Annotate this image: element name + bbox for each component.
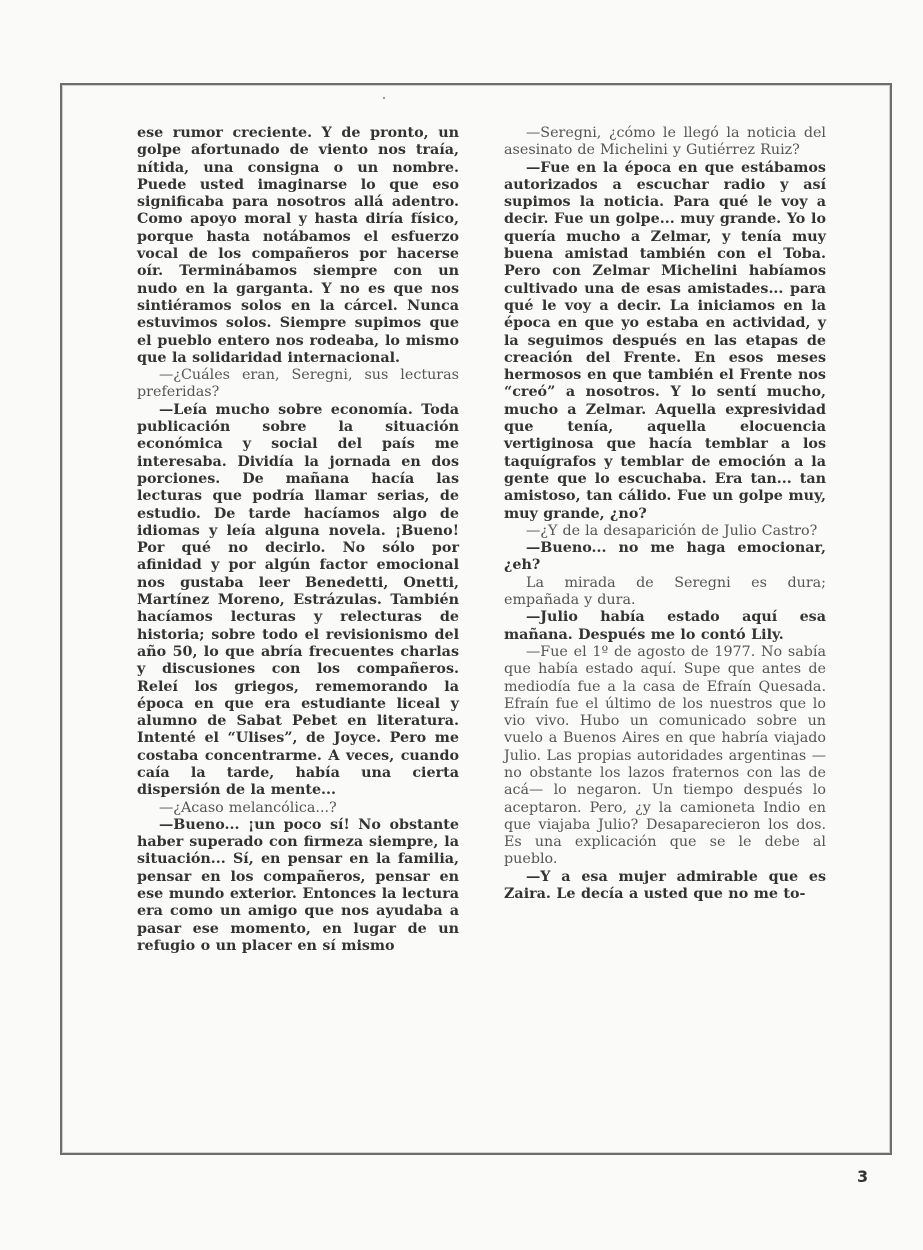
answer-paragraph: —Leía mucho sobre economía. Toda publicación sobre la situación económica y social del país me interesaba. Dividía la jornada en dos porciones. De mañana hacía las lecturas que podría llamar serias, de estudio. De tarde hacíamos algo de idiomas y leía alguna novela. ¡Bueno! Por qué no decirlo. No sólo por afinidad y por algún factor emocional nos gustaba leer Benedetti, Onetti, Martínez Moreno, Estrázulas. También hacíamos lecturas y relecturas de historia; sobre todo el revisionismo del año 50, lo que abría frecuentes charlas y discusiones con los compañeros. Releí los griegos, rememorando la época en que era estudiante liceal y alumno de Sabat Pebet en literatura. Intenté el “Ulises”, de Joyce. Pero me costaba concentrarme. A veces, cuando caía la tarde, había una cierta dispersión de la mente... [137,401,459,799]
answer-paragraph: —Fue el 1º de agosto de 1977. No sabía que había estado aquí. Supe que antes de mediodía fue a la casa de Efraín Quesada. Efraín fue el último de los nuestros que lo vio vivo. Hubo un comunicado sobre un vuelo a Buenos Aires en que habría viajado Julio. Las propias autoridades argentinas —no obstante los lazos fraternos con las de acá— lo negaron. Un tiempo después lo aceptaron. Pero, ¿y la camioneta Indio en que viajaba Julio? Desaparecieron los dos. Es una explicación que se le debe al pueblo. [504,643,826,868]
answer-paragraph: —Julio había estado aquí esa mañana. Después me lo contó Lily. [504,609,826,643]
question-paragraph: —¿Acaso melancólica...? [159,799,337,816]
left-text-column [137,125,459,955]
right-text-column [504,125,826,903]
paragraph: ese rumor creciente. Y de pronto, un golpe afortunado de viento nos traía, nítida, una consigna o un nombre. Puede usted imaginarse lo que eso significaba para nosotros allá adentro. Como apoyo moral y hasta diría físico, porque hasta notábamos el esfuerzo vocal de los compañeros por hacerse oír. Terminábamos siempre con un nudo en la garganta. Y no es que nos sintiéramos solos en la cárcel. Nunca estuvimos solos. Siempre supimos que el pueblo entero nos rodeaba, lo mismo que la solidaridad internacional. [137,125,459,366]
question-paragraph: —¿Cuáles eran, Seregni, sus lecturas preferidas? [137,367,459,401]
answer-paragraph: —Bueno... ¡un poco sí! No obstante haber superado con firmeza siempre, la situación... Sí, en pensar en la familia, pensar en los compañeros, pensar en ese mundo exterior. Entonces la lectura era como un amigo que nos ayudaba a pasar ese momento, en lugar de un refugio o un placer en sí mismo [137,816,459,954]
narration-paragraph: La mirada de Seregni es dura; empañada y dura. [504,574,826,609]
answer-paragraph: —Fue en la época en que estábamos autorizados a escuchar radio y así supimos la noticia. Para qué le voy a decir. Fue un golpe... muy grande. Yo lo quería mucho a Zelmar, y tenía muy buena amistad también con el Toba. Pero con Zelmar Michelini habíamos cultivado una de esas amistades... para qué le voy a decir. La iniciamos en la época en que yo estaba en actividad, y la seguimos después en las etapas de creación del Frente. En esos meses hermosos en que también el Frente nos “creó” a nosotros. Y lo sentí mucho, mucho a Zelmar. Aquella expresividad que tenía, aquella elocuencia vertiginosa que hacía temblar a los taquígrafos y temblar de emoción a la gente que lo escuchaba. Era tan... tan amistoso, tan cálido. Fue un golpe muy, muy grande, ¿no? [504,159,826,522]
question-paragraph: —Seregni, ¿cómo le llegó la noticia del asesinato de Michelini y Gutiérrez Ruiz? [504,125,826,159]
print-speck [383,97,385,99]
answer-paragraph: —Bueno... no me haga emocionar, ¿eh? [504,540,826,574]
page-number: 3 [857,1167,869,1186]
question-paragraph: —¿Y de la desaparición de Julio Castro? [526,522,818,539]
answer-paragraph: —Y a esa mujer admirable que es Zaira. Le decía a usted que no me to- [504,868,826,903]
